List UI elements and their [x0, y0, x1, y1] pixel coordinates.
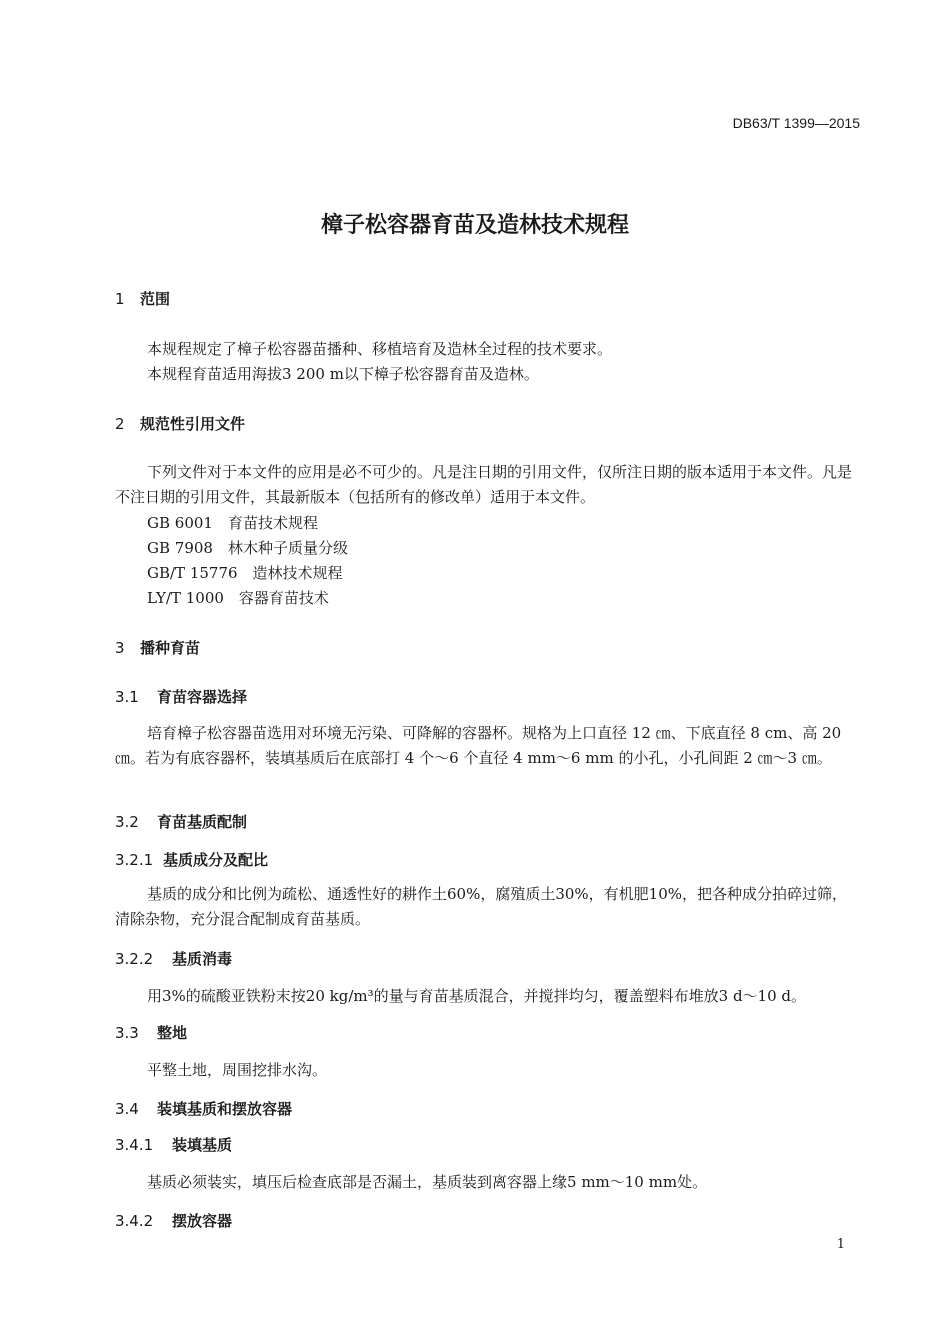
heading-section-3-1 [115, 686, 247, 707]
paragraph: 下列文件对于本文件的应用是必不可少的。凡是注日期的引用文件，仅所注日期的版本适用于本文件。凡是不注日期的引用文件，其最新版本（包括所有的修改单）适用于本文件。 [115, 463, 853, 506]
paragraph: 本规程育苗适用海拔3 200 m以下樟子松容器育苗及造林。 [147, 365, 539, 383]
heading-section-3-2 [115, 811, 247, 832]
heading-section-3-4 [115, 1098, 292, 1119]
standard-code: DB63/T 1399—2015 [732, 115, 860, 131]
section-number: 3.4.1 [115, 1136, 154, 1154]
paragraph: 基质的成分和比例为疏松、通透性好的耕作土60%，腐殖质土30%，有机肥10%，把各种成分拍碎过筛，清除杂物，充分混合配制成育苗基质。 [115, 885, 848, 928]
paragraph: 培育樟子松容器苗选用对环境无污染、可降解的容器杯。规格为上口直径 12 ㎝、下底直径 8 cm、高 20 ㎝。若为有底容器杯，装填基质后在底部打 4 个～6 个直径 4 mm～6 mm 的小孔，小孔间距 2 ㎝～3 ㎝。 [115, 724, 842, 767]
paragraph: 用3%的硫酸亚铁粉末按20 kg/m³的量与育苗基质混合，并搅拌均匀，覆盖塑料布堆放3 d～10 d。 [147, 987, 807, 1005]
section-title: 装填基质 [172, 1136, 233, 1154]
section-number: 3.4 [115, 1100, 139, 1118]
section-title: 育苗基质配制 [157, 813, 248, 831]
section-title: 装填基质和摆放容器 [157, 1100, 293, 1118]
section-number: 3.2.2 [115, 950, 154, 968]
paragraph: 本规程规定了樟子松容器苗播种、移植培育及造林全过程的技术要求。 [147, 340, 613, 358]
section-title: 整地 [157, 1024, 188, 1042]
section-title: 育苗容器选择 [157, 688, 248, 706]
section-number: 2 [115, 415, 125, 433]
paragraph: 平整土地，周围挖排水沟。 [147, 1061, 328, 1079]
section-number: 3.2.1 [115, 851, 154, 869]
section-title: 范围 [140, 290, 171, 308]
heading-section-1 [115, 288, 170, 309]
reference-item: GB 6001 育苗技术规程 [147, 514, 318, 532]
section-title: 基质成分及配比 [163, 851, 269, 869]
heading-section-3-4-2 [115, 1210, 232, 1231]
heading-section-3 [115, 637, 200, 658]
section-title: 基质消毒 [172, 950, 233, 968]
document-title: 樟子松容器育苗及造林技术规程 [320, 213, 629, 238]
section-number: 3 [115, 639, 125, 657]
heading-section-3-2-2 [115, 948, 232, 969]
section-number: 1 [115, 290, 125, 308]
heading-section-3-4-1 [115, 1134, 232, 1155]
section-title: 播种育苗 [140, 639, 201, 657]
section-number: 3.2 [115, 813, 139, 831]
section-number: 3.3 [115, 1024, 139, 1042]
section-title: 摆放容器 [172, 1212, 233, 1230]
reference-item: LY/T 1000 容器育苗技术 [147, 589, 329, 607]
section-title: 规范性引用文件 [140, 415, 246, 433]
heading-section-3-3 [115, 1022, 187, 1043]
page-number: 1 [836, 1237, 845, 1252]
reference-item: GB 7908 林木种子质量分级 [147, 539, 348, 557]
heading-section-3-2-1 [115, 849, 268, 870]
section-number: 3.1 [115, 688, 139, 706]
reference-item: GB/T 15776 造林技术规程 [147, 564, 343, 582]
section-number: 3.4.2 [115, 1212, 154, 1230]
heading-section-2 [115, 413, 245, 434]
paragraph: 基质必须装实，填压后检查底部是否漏土，基质装到离容器上缘5 mm～10 mm处。 [147, 1173, 708, 1191]
